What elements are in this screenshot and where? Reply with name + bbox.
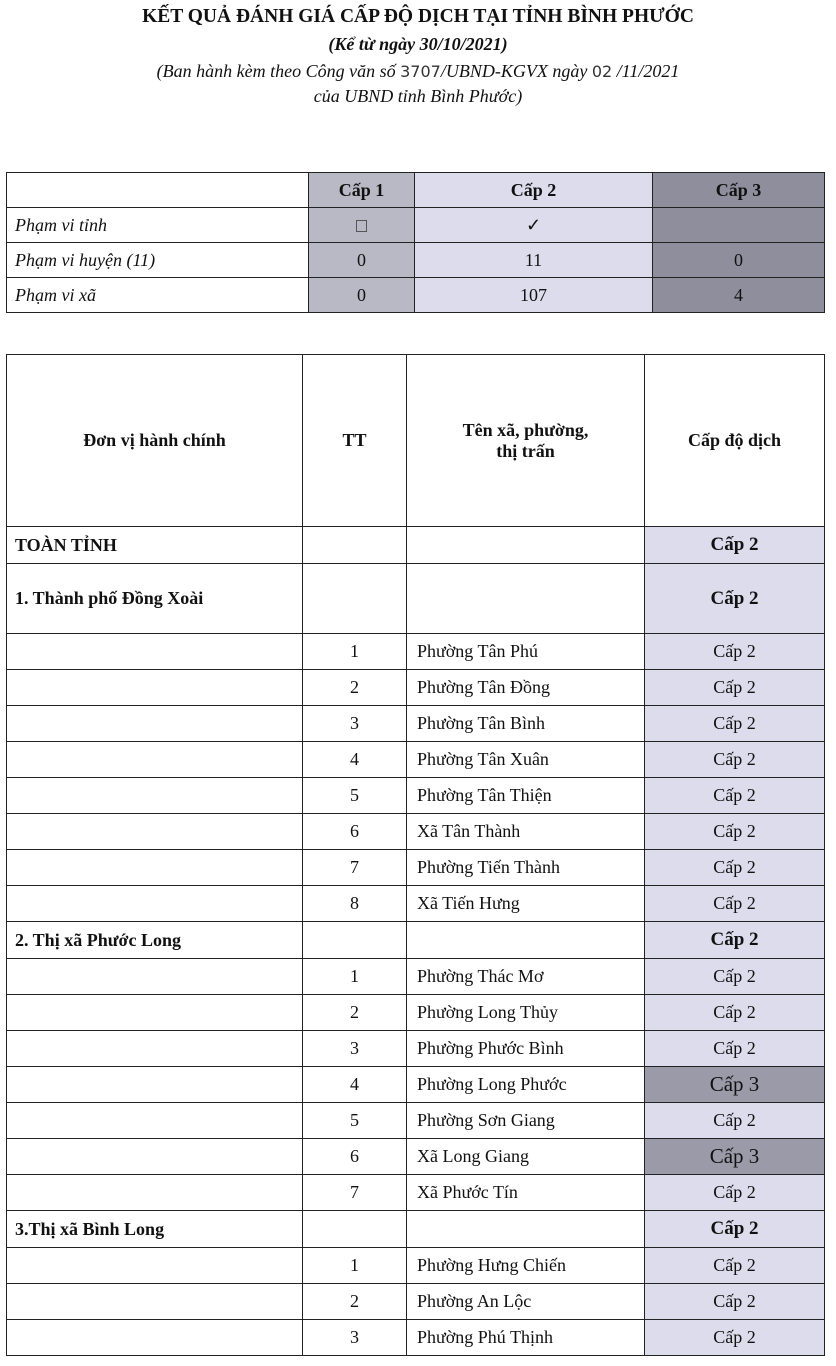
tt-cell: 2 <box>303 995 407 1031</box>
level-cell: Cấp 2 <box>645 1175 825 1211</box>
ward-name-cell <box>407 527 645 564</box>
ward-row <box>7 1139 825 1175</box>
ward-name: Phường Tân Bình <box>407 706 645 742</box>
issuance-line2: của UBND tỉnh Bình Phước) <box>313 86 523 106</box>
tt-cell: 4 <box>303 742 407 778</box>
tt-cell: 3 <box>303 1320 407 1356</box>
document-title: KẾT QUẢ ĐÁNH GIÁ CẤP ĐỘ DỊCH TẠI TỈNH BÌNH PHƯỚC <box>142 6 694 27</box>
handwritten-doc-number: 3707 <box>400 62 441 81</box>
summary-cell-level1: 0 <box>309 278 415 313</box>
summary-row <box>7 278 825 313</box>
unit-blank <box>7 1139 303 1175</box>
ward-name-cell <box>407 922 645 959</box>
level-cell: Cấp 2 <box>645 742 825 778</box>
ward-row <box>7 1320 825 1356</box>
level-cell: Cấp 2 <box>645 706 825 742</box>
ward-row <box>7 1031 825 1067</box>
summary-row <box>7 243 825 278</box>
ward-name: Phường Tiến Thành <box>407 850 645 886</box>
ward-row <box>7 959 825 995</box>
level-cell: Cấp 2 <box>645 1031 825 1067</box>
unit-blank <box>7 1103 303 1139</box>
unit-blank <box>7 634 303 670</box>
ward-row <box>7 1248 825 1284</box>
tt-cell: 3 <box>303 1031 407 1067</box>
unit-name: 3.Thị xã Bình Long <box>7 1211 303 1248</box>
summary-row-label: Phạm vi huyện (11) <box>7 243 309 278</box>
tt-cell: 7 <box>303 1175 407 1211</box>
level-cell: Cấp 2 <box>645 1248 825 1284</box>
unit-blank <box>7 1320 303 1356</box>
ward-row <box>7 814 825 850</box>
detail-table <box>6 354 825 1356</box>
tt-cell: 8 <box>303 886 407 922</box>
tt-cell: 2 <box>303 670 407 706</box>
tt-cell: 1 <box>303 959 407 995</box>
unit-blank <box>7 1175 303 1211</box>
ward-row <box>7 634 825 670</box>
ward-row <box>7 995 825 1031</box>
summary-header-level3: Cấp 3 <box>653 173 825 208</box>
district-row <box>7 922 825 959</box>
ward-name-cell <box>407 1211 645 1248</box>
district-row <box>7 564 825 634</box>
level-cell: Cấp 2 <box>645 564 825 634</box>
detail-body <box>7 527 825 1356</box>
unit-name: 2. Thị xã Phước Long <box>7 922 303 959</box>
summary-row <box>7 208 825 243</box>
document-subtitle: (Kể từ ngày 30/10/2021) <box>328 34 508 54</box>
unit-blank <box>7 1248 303 1284</box>
level-cell: Cấp 2 <box>645 995 825 1031</box>
issuance-note <box>0 59 836 108</box>
tt-cell: 6 <box>303 1139 407 1175</box>
ward-name: Xã Tiến Hưng <box>407 886 645 922</box>
unit-blank <box>7 706 303 742</box>
tt-cell: 1 <box>303 1248 407 1284</box>
unit-blank <box>7 886 303 922</box>
level-cell: Cấp 2 <box>645 527 825 564</box>
unit-name: 1. Thành phố Đồng Xoài <box>7 564 303 634</box>
ward-name: Xã Phước Tín <box>407 1175 645 1211</box>
tt-cell: 5 <box>303 1103 407 1139</box>
ward-name: Phường Tân Phú <box>407 634 645 670</box>
ward-row <box>7 742 825 778</box>
unit-blank <box>7 995 303 1031</box>
header-level: Cấp độ dịch <box>645 355 825 527</box>
level-cell: Cấp 2 <box>645 850 825 886</box>
summary-cell-level3: 0 <box>653 243 825 278</box>
summary-cell-level2: ✓ <box>415 208 653 243</box>
level-cell: Cấp 2 <box>645 1320 825 1356</box>
province-row <box>7 527 825 564</box>
level-cell: Cấp 2 <box>645 670 825 706</box>
level-cell: Cấp 2 <box>645 814 825 850</box>
issuance-suffix: /11/2021 <box>612 61 680 81</box>
level-cell: Cấp 2 <box>645 778 825 814</box>
header-ward-name-text: Tên xã, phường, thị trấn <box>462 419 589 461</box>
summary-row-label: Phạm vi xã <box>7 278 309 313</box>
tt-cell: 3 <box>303 706 407 742</box>
ward-name: Phường Sơn Giang <box>407 1103 645 1139</box>
summary-header-blank <box>7 173 309 208</box>
level-cell: Cấp 2 <box>645 922 825 959</box>
level-cell: Cấp 2 <box>645 1103 825 1139</box>
ward-name: Phường Tân Thiện <box>407 778 645 814</box>
unit-blank <box>7 742 303 778</box>
ward-row <box>7 1175 825 1211</box>
unit-name: TOÀN TỈNH <box>7 527 303 564</box>
tt-cell <box>303 922 407 959</box>
ward-name: Phường Phú Thịnh <box>407 1320 645 1356</box>
ward-name: Phường Long Thủy <box>407 995 645 1031</box>
level-cell: Cấp 3 <box>645 1067 825 1103</box>
ward-name: Phường Tân Đồng <box>407 670 645 706</box>
issuance-prefix: (Ban hành kèm theo Công văn số <box>156 61 401 81</box>
empty-checkbox-icon <box>356 220 367 232</box>
tt-cell: 7 <box>303 850 407 886</box>
ward-row <box>7 1067 825 1103</box>
tt-cell <box>303 1211 407 1248</box>
summary-table <box>6 172 825 313</box>
tt-cell: 6 <box>303 814 407 850</box>
level-cell: Cấp 2 <box>645 634 825 670</box>
handwritten-day: 02 <box>591 62 613 81</box>
tt-cell: 5 <box>303 778 407 814</box>
district-row <box>7 1211 825 1248</box>
detail-header-row <box>7 355 825 527</box>
tt-cell <box>303 564 407 634</box>
header-tt: TT <box>303 355 407 527</box>
ward-row <box>7 1284 825 1320</box>
ward-name: Phường Thác Mơ <box>407 959 645 995</box>
ward-name: Xã Tân Thành <box>407 814 645 850</box>
summary-cell-level1: 0 <box>309 243 415 278</box>
ward-row <box>7 706 825 742</box>
tt-cell <box>303 527 407 564</box>
summary-cell-level1 <box>309 208 415 243</box>
summary-cell-level3: 4 <box>653 278 825 313</box>
unit-blank <box>7 1067 303 1103</box>
tt-cell: 1 <box>303 634 407 670</box>
tt-cell: 2 <box>303 1284 407 1320</box>
level-cell: Cấp 3 <box>645 1139 825 1175</box>
ward-name: Phường Phước Bình <box>407 1031 645 1067</box>
summary-cell-level2: 107 <box>415 278 653 313</box>
summary-header-row <box>7 173 825 208</box>
level-cell: Cấp 2 <box>645 1211 825 1248</box>
ward-name: Phường An Lộc <box>407 1284 645 1320</box>
header-ward-name <box>407 355 645 527</box>
summary-cell-level3 <box>653 208 825 243</box>
summary-header-level1: Cấp 1 <box>309 173 415 208</box>
summary-cell-level2: 11 <box>415 243 653 278</box>
ward-name: Phường Tân Xuân <box>407 742 645 778</box>
issuance-middle: /UBND-KGVX ngày <box>440 61 592 81</box>
tt-cell: 4 <box>303 1067 407 1103</box>
ward-row <box>7 670 825 706</box>
unit-blank <box>7 1031 303 1067</box>
ward-name: Phường Hưng Chiến <box>407 1248 645 1284</box>
level-cell: Cấp 2 <box>645 1284 825 1320</box>
ward-row <box>7 850 825 886</box>
unit-blank <box>7 850 303 886</box>
unit-blank <box>7 778 303 814</box>
ward-name-cell <box>407 564 645 634</box>
ward-name: Phường Long Phước <box>407 1067 645 1103</box>
unit-blank <box>7 814 303 850</box>
summary-row-label: Phạm vi tỉnh <box>7 208 309 243</box>
summary-header-level2: Cấp 2 <box>415 173 653 208</box>
ward-row <box>7 778 825 814</box>
unit-blank <box>7 670 303 706</box>
level-cell: Cấp 2 <box>645 886 825 922</box>
ward-name: Xã Long Giang <box>407 1139 645 1175</box>
header-unit: Đơn vị hành chính <box>7 355 303 527</box>
ward-row <box>7 1103 825 1139</box>
unit-blank <box>7 1284 303 1320</box>
level-cell: Cấp 2 <box>645 959 825 995</box>
ward-row <box>7 886 825 922</box>
unit-blank <box>7 959 303 995</box>
